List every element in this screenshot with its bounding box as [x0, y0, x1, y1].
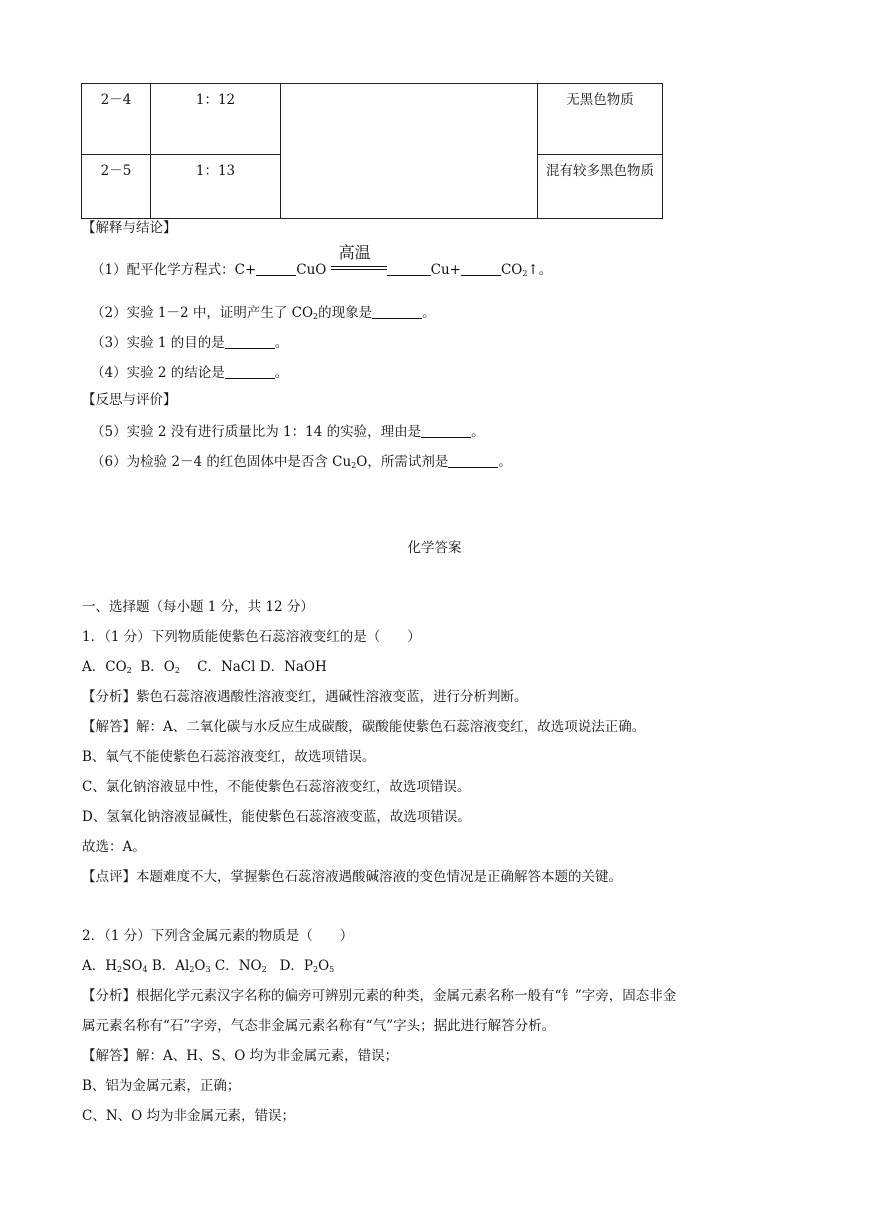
answer-blank — [448, 454, 498, 468]
choice-text: 故选：A。 — [82, 839, 146, 855]
answer-title: 化学答案 — [407, 540, 462, 556]
options: A．$H_2SO_4$ B．$Al_2O_3$ C．$NO_2$ D．$P_2O_5$ — [82, 958, 335, 974]
answer-text: C、N、O 均为非金属元素，错误； — [82, 1108, 296, 1124]
question-text: 2．（1 分）下列含金属元素的物质是（ ） — [82, 928, 354, 944]
answer-text: B、铝为金属元素，正确； — [82, 1078, 241, 1094]
question-1: （1）配平化学方程式：C+ CuO 高温 $Cu+ CO_2↑$。 — [91, 243, 553, 278]
question-3: （3）实验 1 的目的是 。 — [91, 335, 289, 351]
experiment-id-cell: 2－5 — [82, 155, 151, 219]
part-heading: 一、选择题（每小题 1 分，共 12 分） — [82, 599, 314, 615]
options: A．$CO_2$ B．$O_2$ C．NaCl D．NaOH — [82, 659, 327, 675]
mass-ratio-cell: 1：12 — [151, 84, 281, 155]
reaction-condition: 高温 — [331, 262, 387, 276]
answer-blank — [225, 335, 275, 349]
experiment-id-cell: 2－4 — [82, 84, 151, 155]
answer-blank — [225, 365, 275, 379]
section-heading: 【反思与评价】 — [82, 392, 177, 408]
answer-text: C、氯化钠溶液显中性，不能使紫色石蕊溶液变红，故选项错误。 — [82, 779, 471, 795]
answer-text: 【解答】解：A、二氧化碳与水反应生成碳酸，碳酸能使紫色石蕊溶液变红，故选项说法正确。 — [82, 719, 646, 735]
phenomenon-cell: 无黑色物质 — [538, 84, 663, 155]
answer-blank — [421, 424, 471, 438]
answer-blank — [387, 262, 431, 276]
answer-blank — [256, 262, 296, 276]
experiment-table — [81, 83, 663, 219]
answer-text: B、氧气不能使紫色石蕊溶液变红，故选项错误。 — [82, 749, 376, 765]
question-5: （5）实验 2 没有进行质量比为 1：14 的实验，理由是 。 — [91, 424, 485, 440]
table-row — [82, 84, 663, 155]
section-heading: 【解释与结论】 — [82, 220, 177, 236]
answer-text: 【解答】解：A、H、S、O 均为非金属元素，错误； — [82, 1048, 399, 1064]
question-6: （6）为检验 2－4 的红色固体中是否含 $Cu_2O$，所需试剂是 。 — [91, 454, 512, 470]
analysis-text: 【分析】根据化学元素汉字名称的偏旁可辨别元素的种类，金属元素名称一般有“钅”字旁，固态非金 — [82, 988, 677, 1004]
phenomenon-cell: 混有较多黑色物质 — [538, 155, 663, 219]
question-2: （2）实验 1－2 中，证明产生了 $CO_2$的现象是 。 — [91, 305, 436, 321]
analysis-text: 【分析】紫色石蕊溶液遇酸性溶液变红，遇碱性溶液变蓝，进行分析判断。 — [82, 689, 528, 705]
analysis-text: 属元素名称有“石”字旁，气态非金属元素名称有“气”字头；据此进行解答分析。 — [82, 1018, 556, 1034]
comment-text: 【点评】本题难度不大，掌握紫色石蕊溶液遇酸碱溶液的变色情况是正确解答本题的关键。 — [82, 869, 622, 885]
answer-text: D、氢氧化钠溶液显碱性，能使紫色石蕊溶液变蓝，故选项错误。 — [82, 809, 471, 825]
question-text: 1．（1 分）下列物质能使紫色石蕊溶液变红的是（ ） — [82, 629, 421, 645]
answer-blank — [461, 262, 501, 276]
merged-empty-cell — [281, 84, 538, 219]
mass-ratio-cell: 1：13 — [151, 155, 281, 219]
answer-blank — [372, 305, 422, 319]
question-4: （4）实验 2 的结论是 。 — [91, 365, 289, 381]
